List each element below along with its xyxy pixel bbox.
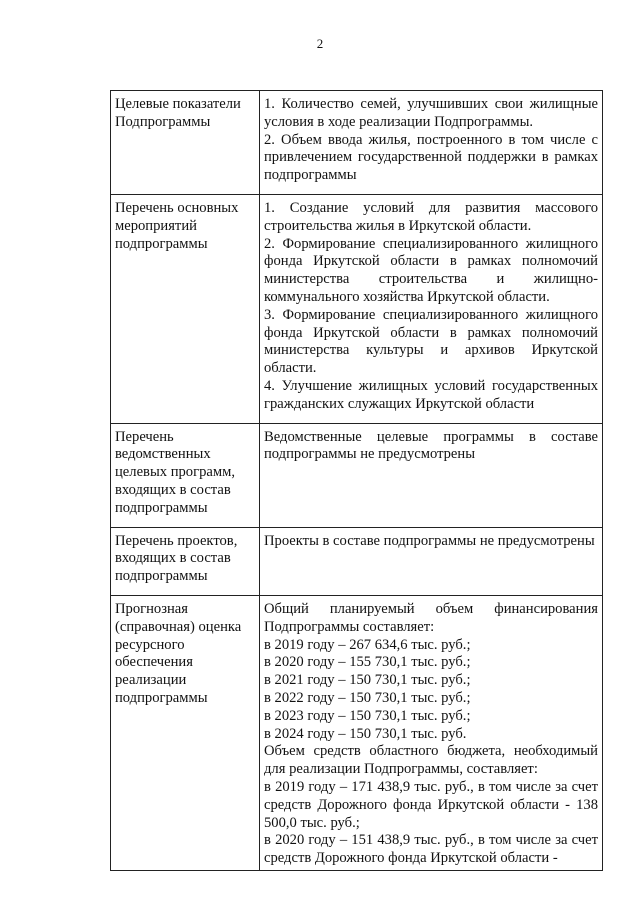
row-label: Прогнозная (справочная) оценка ресурсного обеспечения реализации подпрограммы	[111, 595, 260, 870]
row-label: Перечень основных мероприятий подпрограммы	[111, 194, 260, 423]
content-paragraph: 1. Количество семей, улучшивших свои жилищные условия в ходе реализации Подпрограммы.	[264, 96, 598, 130]
content-paragraph: в 2019 году – 267 634,6 тыс. руб.;	[264, 636, 471, 653]
table-row-departmental-programs	[111, 423, 603, 527]
row-content	[260, 527, 603, 595]
content-paragraph: Объем средств областного бюджета, необходимый для реализации Подпрограммы, составляет:	[264, 743, 598, 778]
table-row-resource-estimate	[111, 595, 603, 870]
content-paragraph: в 2020 году – 151 438,9 тыс. руб., в том числе за счет средств Дорожного фонда Иркутской области -	[264, 832, 598, 867]
row-label: Перечень проектов, входящих в состав подпрограммы	[111, 527, 260, 595]
table-row-target-indicators	[111, 91, 603, 195]
row-content	[260, 595, 603, 870]
content-paragraph: 4. Улучшение жилищных условий государственных гражданских служащих Иркутской области	[264, 377, 598, 412]
row-content	[260, 91, 603, 195]
content-paragraph: Ведомственные целевые программы в составе подпрограммы не предусмотрены	[264, 428, 598, 463]
content-paragraph: 3. Формирование специализированного жилищного фонда Иркутской области в рамках полномочий министерства культуры и архивов Иркутской области.	[264, 306, 598, 377]
content-paragraph: в 2021 году – 150 730,1 тыс. руб.;	[264, 672, 471, 689]
row-label: Целевые показатели Подпрограммы	[111, 91, 260, 195]
content-paragraph: Проекты в составе подпрограммы не предусмотрены	[264, 532, 595, 549]
page-number: 2	[316, 36, 324, 51]
content-paragraph: в 2019 году – 171 438,9 тыс. руб., в том числе за счет средств Дорожного фонда Иркутской области - 138 500,0 тыс. руб.;	[264, 778, 598, 831]
content-paragraph: в 2024 году – 150 730,1 тыс. руб.	[264, 725, 467, 742]
row-content	[260, 423, 603, 527]
row-label: Перечень ведомственных целевых программ, входящих в состав подпрограммы	[111, 423, 260, 527]
content-paragraph: Общий планируемый объем финансирования Подпрограммы составляет:	[264, 600, 598, 635]
content-paragraph: в 2020 году – 155 730,1 тыс. руб.;	[264, 654, 471, 671]
table-row-projects	[111, 527, 603, 595]
content-paragraph: 1. Создание условий для развития массового строительства жилья в Иркутской области.	[264, 199, 598, 234]
content-paragraph: в 2022 году – 150 730,1 тыс. руб.;	[264, 689, 471, 706]
subprogram-passport-table	[110, 90, 603, 871]
content-paragraph: 2. Объем ввода жилья, построенного в том числе с привлечением государственной поддержки в рамках подпрограммы	[264, 131, 598, 184]
row-content	[260, 194, 603, 423]
content-paragraph: в 2023 году – 150 730,1 тыс. руб.;	[264, 707, 471, 724]
content-paragraph: 2. Формирование специализированного жилищного фонда Иркутской области в рамках полномочий министерства строительства и жилищно-коммунального хозяйства Иркутской области.	[264, 235, 598, 305]
table-row-main-measures	[111, 194, 603, 423]
